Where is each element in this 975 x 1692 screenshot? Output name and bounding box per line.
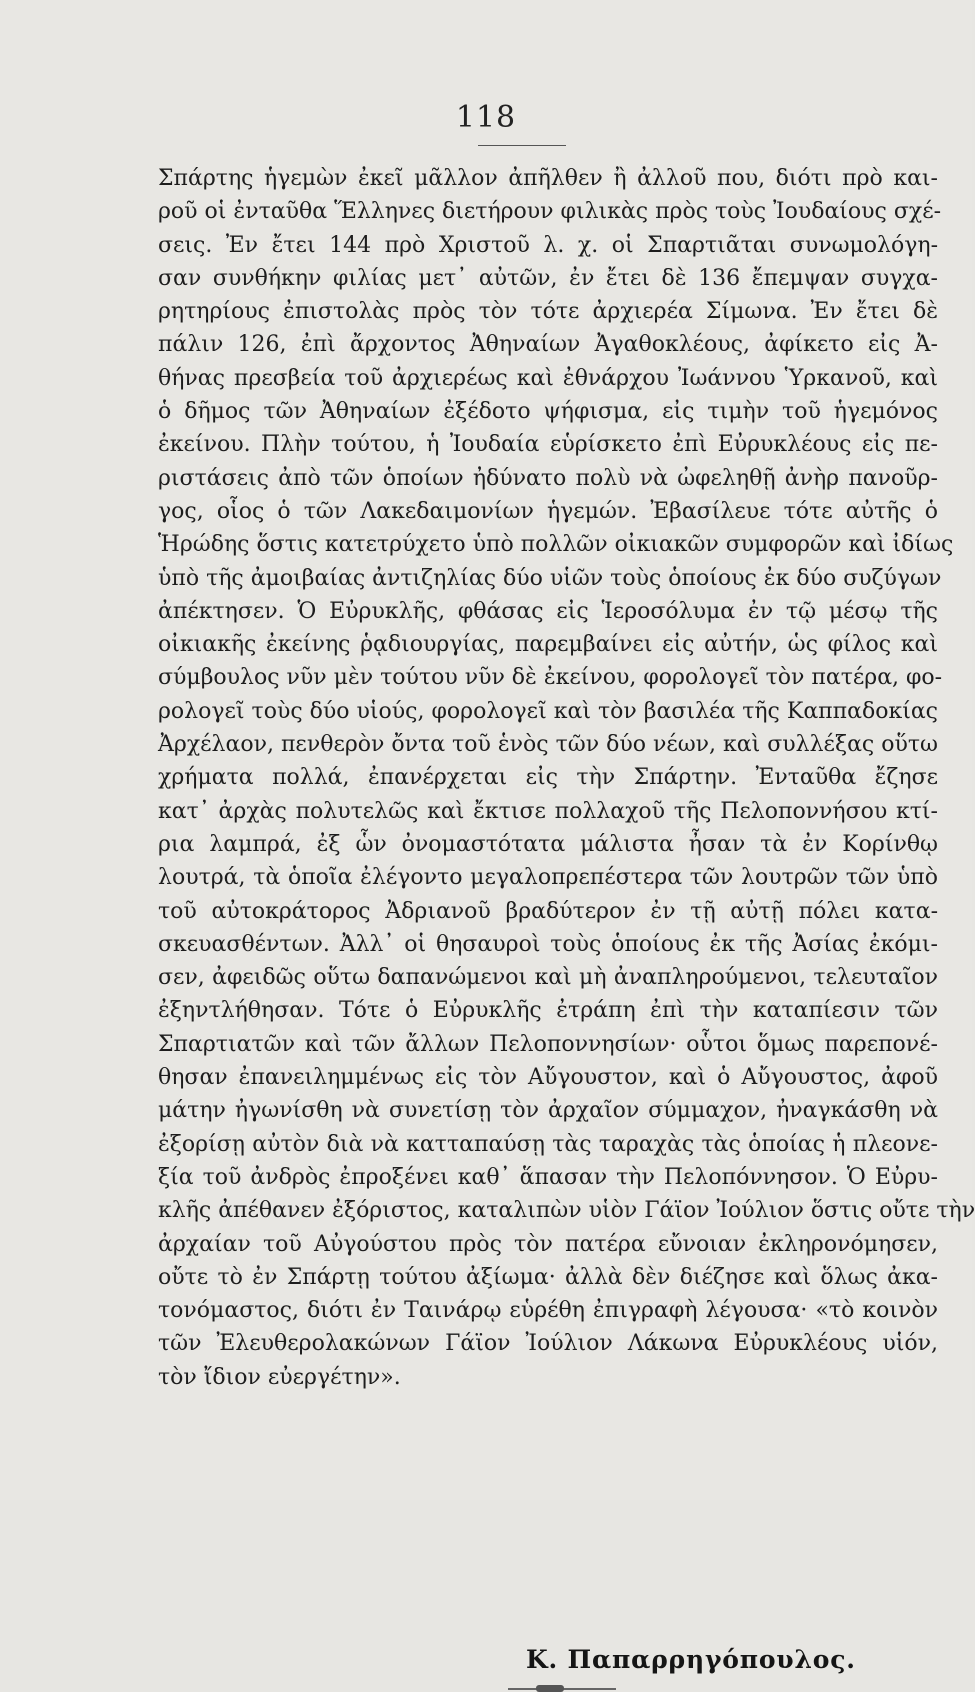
- text-line: σκευασθέντων. Ἀλλ᾿ οἱ θησαυροὶ τοὺς ὁποίους ἐκ τῆς Ἀσίας ἐκόμι-: [158, 931, 938, 957]
- text-line: ὁ δῆμος τῶν Ἀθηναίων ἐξέδοτο ψήφισμα, εἰς τιμὴν τοῦ ἡγεμόνος: [158, 399, 938, 425]
- text-line: κατ᾿ ἀρχὰς πολυτελῶς καὶ ἔκτισε πολλαχοῦ τῆς Πελοποννήσου κτί-: [158, 798, 938, 824]
- text-line: σαν συνθήκην φιλίας μετ᾿ αὐτῶν, ἐν ἔτει δὲ 136 ἔπεμψαν συγχα-: [158, 265, 938, 291]
- text-line: Σπάρτης ἡγεμὼν ἐκεῖ μᾶλλον ἀπῆλθεν ἢ ἀλλοῦ που, διότι πρὸ και-: [158, 166, 938, 191]
- text-line: σύμβουλος νῦν μὲν τούτου νῦν δὲ ἐκείνου, φορολογεῖ τὸν πατέρα, φο-: [158, 665, 943, 691]
- text-line: τονόμαστος, διότι ἐν Ταινάρῳ εὑρέθη ἐπιγραφὴ λέγουσα· «τὸ κοινὸν: [158, 1298, 938, 1324]
- text-line: ρια λαμπρά, ἐξ ὧν ὀνομαστότατα μάλιστα ἦσαν τὰ ἐν Κορίνθῳ: [158, 831, 938, 857]
- text-line: Σπαρτιατῶν καὶ τῶν ἄλλων Πελοποννησίων· οὗτοι ὅμως παρεπονέ-: [158, 1031, 938, 1057]
- text-line: ἀρχαίαν τοῦ Αὐγούστου πρὸς τὸν πατέρα εὔνοιαν ἐκληρονόμησεν,: [158, 1231, 938, 1257]
- end-ornament: [536, 1685, 564, 1692]
- text-line: οἰκιακῆς ἐκείνης ῥᾳδιουργίας, παρεμβαίνει εἰς αὐτήν, ὡς φίλος καὶ: [158, 632, 938, 658]
- text-line: ἐξηντλήθησαν. Τότε ὁ Εὐρυκλῆς ἐτράπη ἐπὶ τὴν καταπίεσιν τῶν: [158, 998, 938, 1024]
- text-line: τῶν Ἐλευθερολακώνων Γάϊον Ἰούλιον Λάκωνα Εὐρυκλέους υἱόν,: [158, 1331, 938, 1357]
- text-line: ἐκείνου. Πλὴν τούτου, ἡ Ἰουδαία εὑρίσκετο ἐπὶ Εὐρυκλέους εἰς πε-: [158, 432, 938, 458]
- text-line: ρητηρίους ἐπιστολὰς πρὸς τὸν τότε ἀρχιερέα Σίμωνα. Ἐν ἔτει δὲ: [158, 299, 938, 325]
- text-line: σεν, ἀφειδῶς οὕτω δαπανώμενοι καὶ μὴ ἀναπληρούμενοι, τελευταῖον: [158, 965, 938, 991]
- text-line: χρήματα πολλά, ἐπανέρχεται εἰς τὴν Σπάρτην. Ἐνταῦθα ἔζησε: [158, 765, 938, 791]
- text-line: τὸν ἴδιον εὐεργέτην».: [158, 1364, 401, 1390]
- text-line: ὑπὸ τῆς ἀμοιβαίας ἀντιζηλίας δύο υἱῶν τοὺς ὁποίους ἐκ δύο συζύγων: [158, 565, 942, 591]
- text-line: οὔτε τὸ ἐν Σπάρτῃ τούτου ἀξίωμα· ἀλλὰ δὲν διέζησε καὶ ὅλως ἀκα-: [158, 1264, 938, 1290]
- text-line: λουτρά, τὰ ὁποῖα ἐλέγοντο μεγαλοπρεπέστερα τῶν λουτρῶν τῶν ὑπὸ: [158, 865, 938, 891]
- text-line: σεις. Ἐν ἔτει 144 πρὸ Χριστοῦ λ. χ. οἱ Σπαρτιᾶται συνωμολόγη-: [158, 232, 938, 258]
- text-line: πάλιν 126, ἐπὶ ἄρχοντος Ἀθηναίων Ἀγαθοκλέους, ἀφίκετο εἰς Ἀ-: [158, 332, 938, 358]
- text-line: μάτην ἠγωνίσθη νὰ συνετίσῃ τὸν ἀρχαῖον σύμμαχον, ἠναγκάσθη νὰ: [158, 1098, 938, 1124]
- text-line: κλῆς ἀπέθανεν ἐξόριστος, καταλιπὼν υἱὸν Γάϊον Ἰούλιον ὅστις οὔτε τὴν: [158, 1198, 975, 1224]
- text-line: ξία τοῦ ἀνδρὸς ἐπροξένει καθ᾿ ἅπασαν τὴν Πελοπόννησον. Ὁ Εὐρυ-: [158, 1164, 938, 1190]
- text-line: ριστάσεις ἀπὸ τῶν ὁποίων ἠδύνατο πολὺ νὰ ὠφεληθῇ ἀνὴρ πανοῦρ-: [158, 465, 938, 491]
- body-text: [158, 162, 975, 1394]
- text-line: Ἡρώδης ὅστις κατετρύχετο ὑπὸ πολλῶν οἰκιακῶν συμφορῶν καὶ ἰδίως: [158, 532, 954, 558]
- text-line: θησαν ἐπανειλημμένως εἰς τὸν Αὔγουστον, καὶ ὁ Αὔγουστος, ἀφοῦ: [158, 1065, 938, 1091]
- page-number: 118: [455, 100, 517, 135]
- text-line: Ἀρχέλαον, πενθερὸν ὄντα τοῦ ἑνὸς τῶν δύο νέων, καὶ συλλέξας οὕτω: [158, 732, 938, 758]
- text-line: γος, οἷος ὁ τῶν Λακεδαιμονίων ἡγεμών. Ἐβασίλευε τότε αὐτῆς ὁ: [158, 498, 938, 524]
- text-line: ροῦ οἱ ἐνταῦθα Ἕλληνες διετήρουν φιλικὰς πρὸς τοὺς Ἰουδαίους σχέ-: [158, 199, 942, 225]
- author-signature: Κ. Παπαρρηγόπουλος.: [526, 1645, 856, 1674]
- text-line: τοῦ αὐτοκράτορος Ἀδριανοῦ βραδύτερον ἐν τῇ αὐτῇ πόλει κατα-: [158, 898, 938, 924]
- text-line: θήνας πρεσβεία τοῦ ἀρχιερέως καὶ ἐθνάρχου Ἰωάννου Ὑρκανοῦ, καὶ: [158, 365, 938, 391]
- text-line: ἐξορίσῃ αὐτὸν διὰ νὰ κατταπαύσῃ τὰς ταραχὰς τὰς ὁποίας ἡ πλεονε-: [158, 1131, 938, 1157]
- text-line: ρολογεῖ τοὺς δύο υἱούς, φορολογεῖ καὶ τὸν βασιλέα τῆς Καππαδοκίας: [158, 698, 938, 724]
- page-number-rule: [478, 145, 566, 146]
- text-line: ἀπέκτησεν. Ὁ Εὐρυκλῆς, φθάσας εἰς Ἱεροσόλυμα ἐν τῷ μέσῳ τῆς: [158, 598, 938, 624]
